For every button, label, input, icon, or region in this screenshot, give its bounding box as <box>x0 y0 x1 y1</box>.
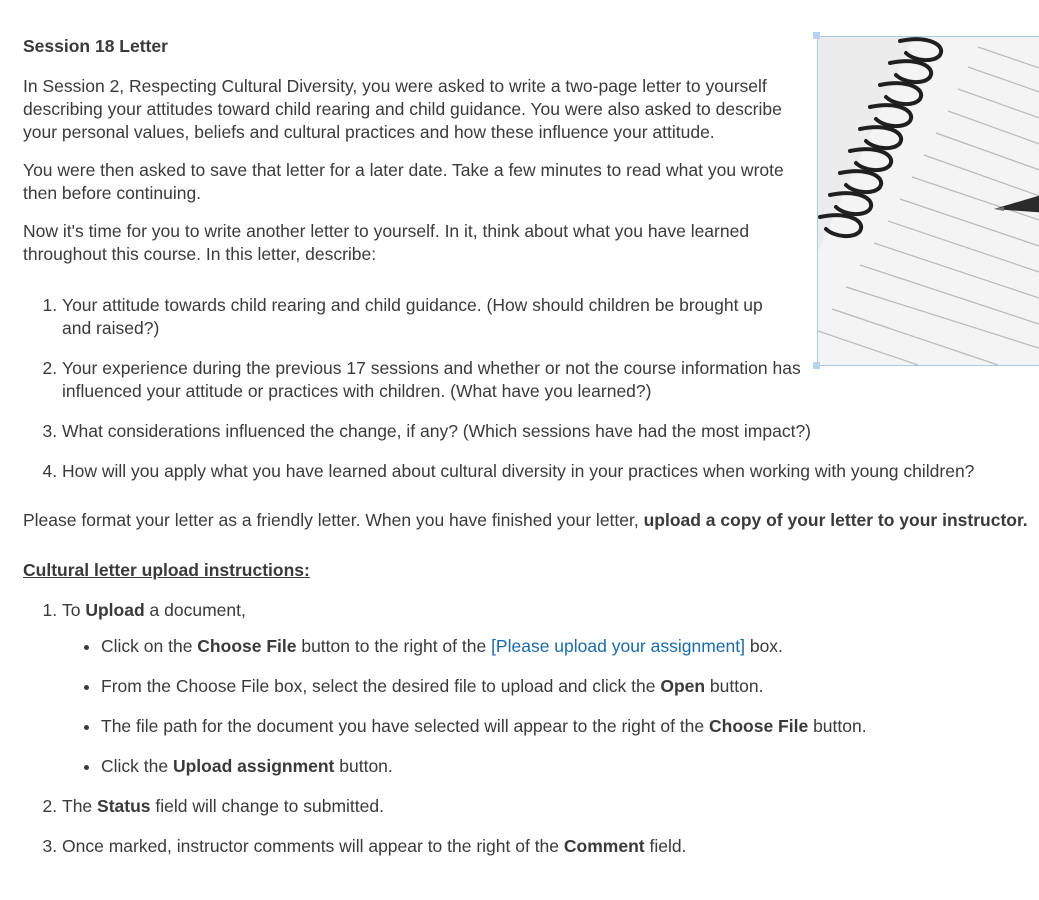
upload-assignment-link[interactable]: [Please upload your assignment] <box>491 636 745 656</box>
format-instruction: Please format your letter as a friendly letter. When you have finished your letter, upload a copy of your letter to your instructor. <box>23 510 1028 530</box>
upload-emphasis: upload a copy of your letter to your instructor. <box>643 510 1028 530</box>
spiral-notebook-icon <box>818 37 1039 365</box>
intro-paragraph-2: You were then asked to save that letter for a later date. Take a few minutes to read what you wrote then before continuing. <box>23 160 784 203</box>
resize-handle-top-left[interactable] <box>813 32 820 39</box>
intro-paragraph-1: In Session 2, Respecting Cultural Diversity, you were asked to write a two-page letter to yourself describing your attitudes toward child rearing and child guidance. You were also asked to describe your personal values, beliefs and cultural practices and how these influence your attitude. <box>23 76 782 142</box>
upload-step: 2. The Status field will change to submitted. <box>62 795 1039 818</box>
upload-step: 3. Once marked, instructor comments will appear to the right of the Comment field. <box>62 835 1039 858</box>
question-item: 2. Your experience during the previous 17 sessions and whether or not the course information has influenced your attitude or practices with children. (What have you learned?) <box>62 357 822 403</box>
upload-instructions-heading: Cultural letter upload instructions: <box>23 560 310 580</box>
resize-handle-bottom-left[interactable] <box>813 362 820 369</box>
upload-substep: • The file path for the document you have selected will appear to the right of the Choose File button. <box>101 715 1039 738</box>
upload-substep: • Click the Upload assignment button. <box>101 755 1039 778</box>
question-item: 1. Your attitude towards child rearing and child guidance. (How should children be brought up and raised?) <box>62 294 782 340</box>
question-item: 3. What considerations influenced the change, if any? (Which sessions have had the most impact?) <box>62 420 1039 443</box>
upload-step: 1. To Upload a document, • Click on the Choose File button to the right of the [Please upload your assignment] box. • From the Choose File box, select the desired file to upload and click the Open button. • The file path for the document you have selected will appear to the right of the Choose File button. • Click the Upload assignment button. <box>62 599 1039 778</box>
question-item: 4. How will you apply what you have learned about cultural diversity in your practices when working with young children? <box>62 460 1039 483</box>
page-title: Session 18 Letter <box>23 36 168 56</box>
upload-steps-list <box>23 599 1039 858</box>
notebook-image[interactable] <box>817 36 1039 366</box>
upload-substep: • Click on the Choose File button to the right of the [Please upload your assignment] box. <box>101 635 1039 658</box>
upload-substeps <box>62 635 1039 778</box>
upload-substep: • From the Choose File box, select the desired file to upload and click the Open button. <box>101 675 1039 698</box>
intro-paragraph-3: Now it's time for you to write another letter to yourself. In it, think about what you have learned throughout this course. In this letter, describe: <box>23 221 750 264</box>
